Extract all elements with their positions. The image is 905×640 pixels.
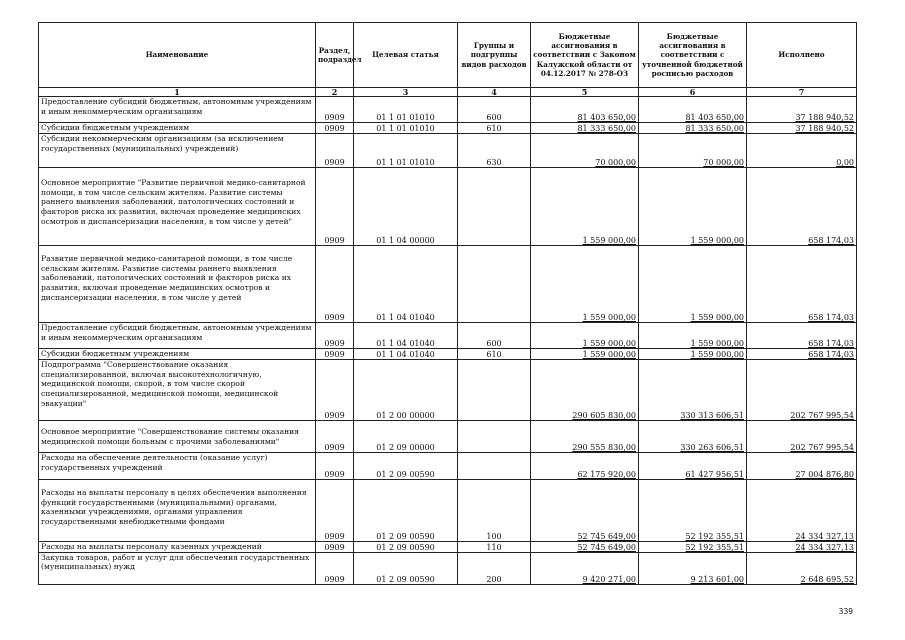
row-target-article: 01 2 09 00000 — [354, 421, 458, 453]
row-section: 0909 — [316, 123, 354, 134]
row-section: 0909 — [316, 480, 354, 542]
row-law-amount: 290 555 830,00 — [531, 421, 639, 453]
row-expense-group: 110 — [458, 542, 531, 553]
row-executed-amount: 24 334 327,13 — [747, 480, 857, 542]
row-target-article: 01 1 01 01010 — [354, 97, 458, 123]
row-section: 0909 — [316, 552, 354, 584]
row-refined-amount: 9 213 601,00 — [639, 552, 747, 584]
row-refined-amount: 1 559 000,00 — [639, 349, 747, 360]
row-executed-amount: 0,00 — [747, 134, 857, 168]
row-executed-amount: 202 767 995,54 — [747, 360, 857, 421]
row-target-article: 01 1 04 01040 — [354, 323, 458, 349]
column-number: 1 — [39, 88, 316, 97]
row-refined-amount: 81 333 650,00 — [639, 123, 747, 134]
row-refined-amount: 330 313 606,51 — [639, 360, 747, 421]
table-row — [39, 480, 857, 542]
row-expense-group: 600 — [458, 97, 531, 123]
row-expense-group: 100 — [458, 480, 531, 542]
row-refined-amount: 81 403 650,00 — [639, 97, 747, 123]
row-executed-amount: 658 174,03 — [747, 349, 857, 360]
row-law-amount: 52 745 649,00 — [531, 542, 639, 553]
row-target-article: 01 1 01 01010 — [354, 134, 458, 168]
row-refined-amount: 52 192 355,51 — [639, 480, 747, 542]
row-section: 0909 — [316, 168, 354, 246]
header-section: Раздел, подраздел — [316, 23, 354, 88]
row-refined-amount: 1 559 000,00 — [639, 246, 747, 323]
row-expense-group: 600 — [458, 323, 531, 349]
row-target-article: 01 2 09 00590 — [354, 552, 458, 584]
row-law-amount: 1 559 000,00 — [531, 323, 639, 349]
row-refined-amount: 1 559 000,00 — [639, 323, 747, 349]
row-executed-amount: 658 174,03 — [747, 323, 857, 349]
table-row — [39, 453, 857, 480]
row-expense-group: 610 — [458, 123, 531, 134]
row-law-amount: 1 559 000,00 — [531, 246, 639, 323]
row-expense-group — [458, 360, 531, 421]
row-law-amount: 70 000,00 — [531, 134, 639, 168]
row-section: 0909 — [316, 97, 354, 123]
row-name: Субсидии некоммерческим организациям (за исключением государственных (муниципальных) учреждений) — [39, 134, 316, 168]
column-number: 4 — [458, 88, 531, 97]
row-target-article: 01 1 04 01040 — [354, 246, 458, 323]
row-law-amount: 81 333 650,00 — [531, 123, 639, 134]
row-name: Подпрограмма "Совершенствование оказания специализированной, включая высокотехнологичную, медицинской помощи, скорой, в том числе скорой специализированной, медицинской помощи, медицинской эвакуации" — [39, 360, 316, 421]
row-expense-group — [458, 246, 531, 323]
row-law-amount: 62 175 920,00 — [531, 453, 639, 480]
row-section: 0909 — [316, 421, 354, 453]
row-law-amount: 52 745 649,00 — [531, 480, 639, 542]
row-name: Субсидии бюджетным учреждениям — [39, 349, 316, 360]
row-section: 0909 — [316, 453, 354, 480]
table-row — [39, 542, 857, 553]
row-section: 0909 — [316, 323, 354, 349]
header-refined-allocations: Бюджетные ассигнования в соответствии с уточненной бюджетной росписью расходов — [639, 23, 747, 88]
row-law-amount: 9 420 271,00 — [531, 552, 639, 584]
row-expense-group — [458, 421, 531, 453]
column-number: 6 — [639, 88, 747, 97]
row-executed-amount: 24 334 327,13 — [747, 542, 857, 553]
row-refined-amount: 61 427 956,51 — [639, 453, 747, 480]
row-expense-group — [458, 453, 531, 480]
row-name: Предоставление субсидий бюджетным, автономным учреждениям и иным некоммерческим организациям — [39, 323, 316, 349]
row-refined-amount: 1 559 000,00 — [639, 168, 747, 246]
table-row — [39, 246, 857, 323]
row-target-article: 01 2 00 00000 — [354, 360, 458, 421]
row-expense-group: 200 — [458, 552, 531, 584]
row-name: Расходы на обеспечение деятельности (оказание услуг) государственных учреждений — [39, 453, 316, 480]
table-row — [39, 97, 857, 123]
row-target-article: 01 1 01 01010 — [354, 123, 458, 134]
budget-report-sheet — [38, 22, 856, 585]
row-target-article: 01 2 09 00590 — [354, 480, 458, 542]
row-expense-group: 610 — [458, 349, 531, 360]
row-target-article: 01 2 09 00590 — [354, 542, 458, 553]
row-name: Субсидии бюджетным учреждениям — [39, 123, 316, 134]
row-name: Развитие первичной медико-санитарной помощи, в том числе сельским жителям. Развитие системы раннего выявления заболеваний, патологических состояний и факторов риска их развития, включая проведение медицинских осмотров и диспансеризации населения, в том числе у детей — [39, 246, 316, 323]
row-target-article: 01 2 09 00590 — [354, 453, 458, 480]
row-name: Основное мероприятие "Развитие первичной медико-санитарной помощи, в том числе сельским жителям. Развитие системы раннего выявления заболеваний, патологических состояний и факторов риска их развития, включая проведение медицинских осмотров и диспансеризации населения, в том числе у детей" — [39, 168, 316, 246]
column-number: 5 — [531, 88, 639, 97]
row-refined-amount: 52 192 355,51 — [639, 542, 747, 553]
row-executed-amount: 37 188 940,52 — [747, 123, 857, 134]
row-refined-amount: 330 263 606,51 — [639, 421, 747, 453]
table-row — [39, 421, 857, 453]
table-row — [39, 134, 857, 168]
row-executed-amount: 658 174,03 — [747, 246, 857, 323]
table-row — [39, 123, 857, 134]
budget-table — [38, 22, 857, 585]
table-row — [39, 323, 857, 349]
row-expense-group: 630 — [458, 134, 531, 168]
header-expense-groups: Группы и подгруппы видов расходов — [458, 23, 531, 88]
row-law-amount: 1 559 000,00 — [531, 349, 639, 360]
row-law-amount: 81 403 650,00 — [531, 97, 639, 123]
row-refined-amount: 70 000,00 — [639, 134, 747, 168]
row-target-article: 01 1 04 01040 — [354, 349, 458, 360]
row-law-amount: 290 605 830,00 — [531, 360, 639, 421]
header-law-allocations: Бюджетные ассигнования в соответствии с Законом Калужской области от 04.12.2017 № 278-ОЗ — [531, 23, 639, 88]
table-row — [39, 168, 857, 246]
table-row — [39, 349, 857, 360]
row-section: 0909 — [316, 360, 354, 421]
column-number: 2 — [316, 88, 354, 97]
row-executed-amount: 2 648 695,52 — [747, 552, 857, 584]
row-section: 0909 — [316, 134, 354, 168]
row-section: 0909 — [316, 349, 354, 360]
row-section: 0909 — [316, 246, 354, 323]
table-row — [39, 360, 857, 421]
row-executed-amount: 27 004 876,80 — [747, 453, 857, 480]
header-row — [39, 23, 857, 88]
row-name: Расходы на выплаты персоналу казенных учреждений — [39, 542, 316, 553]
header-name: Наименование — [39, 23, 316, 88]
row-name: Основное мероприятие "Совершенствование системы оказания медицинской помощи больным с прочими заболеваниями" — [39, 421, 316, 453]
row-name: Расходы на выплаты персоналу в целях обеспечения выполнения функций государственными (муниципальными) органами, казенными учреждениями, органами управления государственными внебюджетными фондами — [39, 480, 316, 542]
page-number: 339 — [838, 607, 853, 616]
row-expense-group — [458, 168, 531, 246]
row-name: Закупка товаров, работ и услуг для обеспечения государственных (муниципальных) нужд — [39, 552, 316, 584]
column-number-row — [39, 88, 857, 97]
column-number: 7 — [747, 88, 857, 97]
table-row — [39, 552, 857, 584]
row-law-amount: 1 559 000,00 — [531, 168, 639, 246]
row-executed-amount: 37 188 940,52 — [747, 97, 857, 123]
column-number: 3 — [354, 88, 458, 97]
header-target-article: Целевая статья — [354, 23, 458, 88]
row-name: Предоставление субсидий бюджетным, автономным учреждениям и иным некоммерческим организациям — [39, 97, 316, 123]
row-target-article: 01 1 04 00000 — [354, 168, 458, 246]
row-executed-amount: 202 767 995,54 — [747, 421, 857, 453]
row-executed-amount: 658 174,03 — [747, 168, 857, 246]
row-section: 0909 — [316, 542, 354, 553]
header-executed: Исполнено — [747, 23, 857, 88]
